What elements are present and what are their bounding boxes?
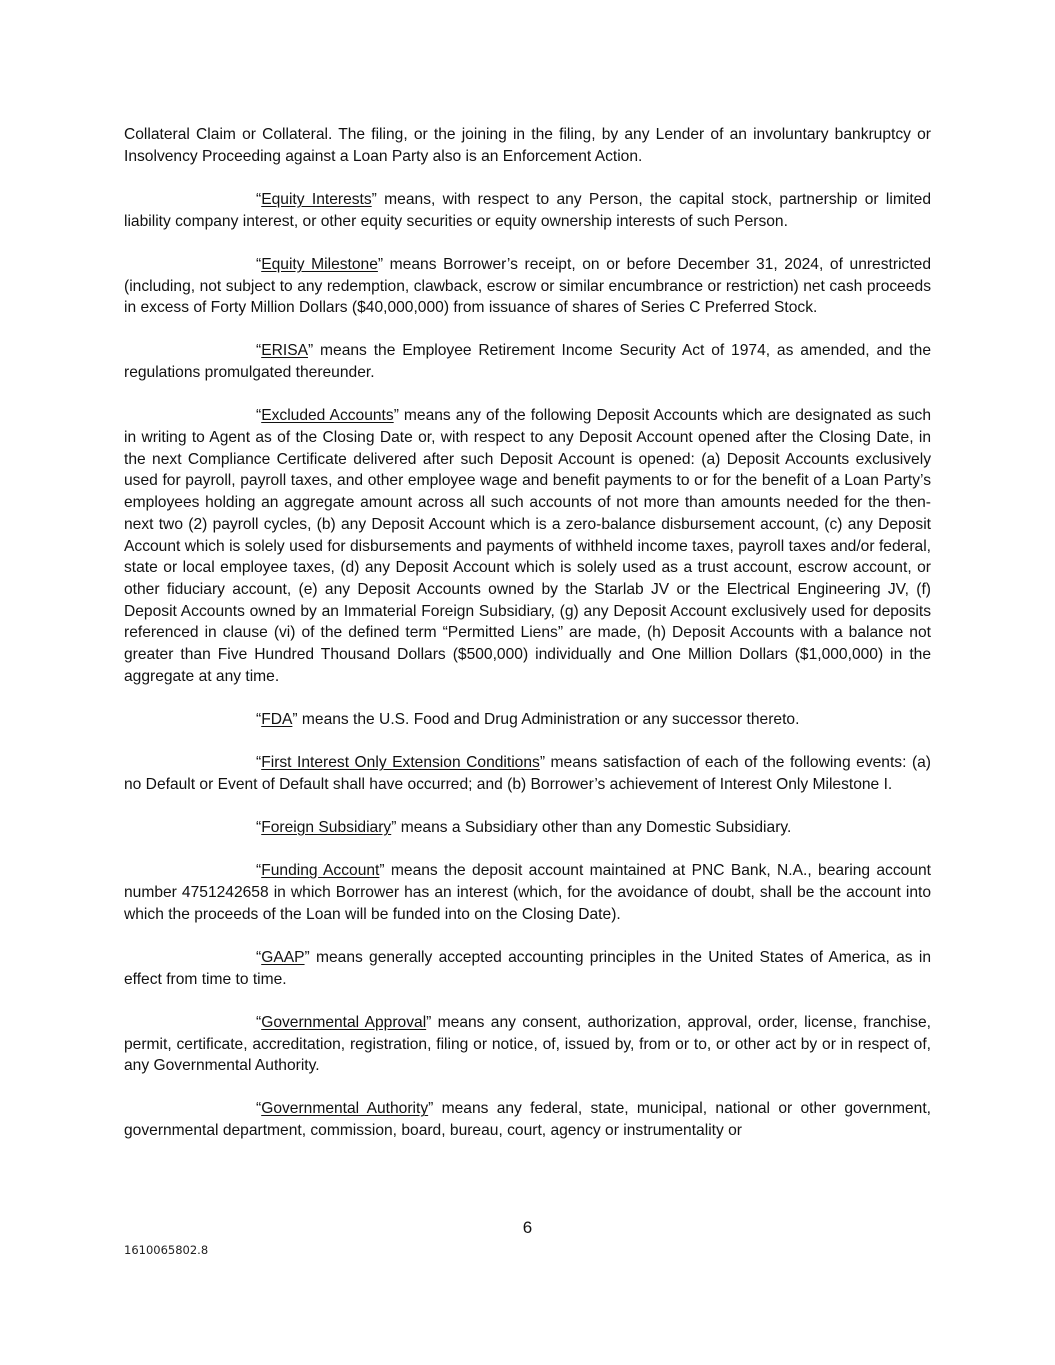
defined-term: Equity Milestone	[261, 255, 378, 273]
definition-paragraph: “First Interest Only Extension Conditions” means satisfaction of each of the following events: (a) no Default or Event of Default shall have occurred; and (b) Borrower’s achievement of Interest Only Milestone I.	[124, 754, 932, 793]
definition-paragraph: “Governmental Approval” means any consent, authorization, approval, order, license, franchise, permit, certificate, accreditation, registration, filing or notice, of, issued by, from or to, or other act by or in respect of, any Governmental Authority.	[124, 1013, 931, 1075]
defined-term: First Interest Only Extension Conditions	[261, 754, 540, 772]
defined-term: Foreign Subsidiary	[261, 819, 392, 837]
page-number: 6	[522, 1218, 533, 1237]
document-body	[124, 124, 931, 1163]
definition-paragraph: “Equity Interests” means, with respect to any Person, the capital stock, partnership or limited liability company interest, or other equity securities or equity ownership interests of such Person.	[124, 190, 931, 230]
definition-paragraph: “GAAP” means generally accepted accounting principles in the United States of America, as in effect from time to time.	[124, 948, 931, 988]
document-id: 1610065802.8	[124, 1243, 209, 1257]
defined-term: GAAP	[261, 948, 305, 966]
defined-term: FDA	[261, 710, 293, 728]
definition-text: ” means generally accepted accounting principles in the United States of America, as in effect from time to time.	[124, 948, 931, 988]
defined-term: Equity Interests	[261, 190, 372, 208]
definition-paragraph: “Foreign Subsidiary” means a Subsidiary other than any Domestic Subsidiary.	[256, 819, 792, 837]
defined-term: Excluded Accounts	[261, 407, 394, 425]
definition-text: ” means any federal, state, municipal, national or other government, governmental department, commission, board, bureau, court, agency or instrumentality or	[124, 1100, 931, 1140]
definition-text: ” means any of the following Deposit Accounts which are designated as such in writing to Agent as of the Closing Date or, with respect to any Deposit Account opened after the Closing Date, in the next Compliance Certificate delivered after such Deposit Account is opened: (a) Deposit Accounts exclusively used for payroll, payroll taxes, and other employee wage and benefit payments to or for the benefit of a Loan Party’s employees holding an aggregate amount across all such accounts of not more than amounts needed for the then-next two (2) payroll cycles, (b) any Deposit Account which is a zero-balance disbursement account, (c) any Deposit Account which is solely used for disbursements and payments of withheld income taxes, payroll taxes and/or federal, state or local employee taxes, (d) any Deposit Account which is solely used as a trust account, escrow account, or other fiduciary account, (e) any Deposit Accounts owned by the Starlab JV or the Electrical Engineering JV, (f) Deposit Accounts owned by an Immaterial Foreign Subsidiary, (g) any Deposit Account exclusively used for deposits referenced in clause (vi) of the defined term “Permitted Liens” are made, (h) Deposit Accounts with a balance not greater than Five Hundred Thousand Dollars ($500,000) individually and One Million Dollars ($1,000,000) in the aggregate at any time.	[124, 407, 931, 685]
definition-text: ” means the U.S. Food and Drug Administration or any successor thereto.	[292, 710, 800, 728]
definition-text: ” means satisfaction of each of the following events: (a) no Default or Event of Default shall have occurred; and (b) Borrower’s achievement of Interest Only Milestone I.	[124, 754, 932, 793]
defined-term: Governmental Authority	[261, 1100, 429, 1118]
definition-text: ” means the deposit account maintained at PNC Bank, N.A., bearing account number 4751242658 in which Borrower has an interest (which, for the avoidance of doubt, shall be the account into which the proceeds of the Loan will be funded into on the Closing Date).	[124, 862, 931, 923]
definition-paragraph: “Funding Account” means the deposit account maintained at PNC Bank, N.A., bearing account number 4751242658 in which Borrower has an interest (which, for the avoidance of doubt, shall be the account into which the proceeds of the Loan will be funded into on the Closing Date).	[124, 862, 931, 923]
definition-paragraph: “FDA” means the U.S. Food and Drug Administration or any successor thereto.	[256, 710, 800, 728]
definition-text: ” means, with respect to any Person, the capital stock, partnership or limited liability company interest, or other equity securities or equity ownership interests of such Person.	[124, 190, 931, 230]
defined-term: ERISA	[261, 342, 308, 360]
definition-paragraph: “Equity Milestone” means Borrower’s receipt, on or before December 31, 2024, of unrestricted (including, not subject to any redemption, clawback, escrow or similar encumbrance or restriction) net cash proceeds in excess of Forty Million Dollars ($40,000,000) from issuance of shares of Series C Preferred Stock.	[124, 255, 931, 317]
definition-text: ” means a Subsidiary other than any Domestic Subsidiary.	[391, 819, 792, 837]
defined-term: Governmental Approval	[261, 1013, 427, 1031]
definition-paragraph: “Governmental Authority” means any federal, state, municipal, national or other government, governmental department, commission, board, bureau, court, agency or instrumentality or	[124, 1100, 931, 1140]
defined-term: Funding Account	[261, 862, 380, 880]
definition-paragraph: “Excluded Accounts” means any of the following Deposit Accounts which are designated as such in writing to Agent as of the Closing Date or, with respect to any Deposit Account opened after the Closing Date, in the next Compliance Certificate delivered after such Deposit Account is opened: (a) Deposit Accounts exclusively used for payroll, payroll taxes, and other employee wage and benefit payments to or for the benefit of a Loan Party’s employees holding an aggregate amount across all such accounts of not more than amounts needed for the then-next two (2) payroll cycles, (b) any Deposit Account which is a zero-balance disbursement account, (c) any Deposit Account which is solely used for disbursements and payments of withheld income taxes, payroll taxes and/or federal, state or local employee taxes, (d) any Deposit Account which is solely used as a trust account, escrow account, or other fiduciary account, (e) any Deposit Accounts owned by the Starlab JV or the Electrical Engineering JV, (f) Deposit Accounts owned by an Immaterial Foreign Subsidiary, (g) any Deposit Account exclusively used for deposits referenced in clause (vi) of the defined term “Permitted Liens” are made, (h) Deposit Accounts with a balance not greater than Five Hundred Thousand Dollars ($500,000) individually and One Million Dollars ($1,000,000) in the aggregate at any time.	[124, 407, 931, 685]
definition-text: ” means Borrower’s receipt, on or before December 31, 2024, of unrestricted (including, not subject to any redemption, clawback, escrow or similar encumbrance or restriction) net cash proceeds in excess of Forty Million Dollars ($40,000,000) from issuance of shares of Series C Preferred Stock.	[124, 255, 931, 317]
definition-paragraph: “ERISA” means the Employee Retirement Income Security Act of 1974, as amended, and the regulations promulgated thereunder.	[124, 342, 931, 382]
definition-text: ” means any consent, authorization, approval, order, license, franchise, permit, certificate, accreditation, registration, filing or notice, of, issued by, from or to, or other act by or in respect of, any Governmental Authority.	[124, 1013, 931, 1075]
continuation-paragraph: Collateral Claim or Collateral. The filing, or the joining in the filing, by any Lender of an involuntary bankruptcy or Insolvency Proceeding against a Loan Party also is an Enforcement Action.	[124, 126, 931, 165]
definition-text: ” means the Employee Retirement Income Security Act of 1974, as amended, and the regulations promulgated thereunder.	[124, 342, 931, 382]
